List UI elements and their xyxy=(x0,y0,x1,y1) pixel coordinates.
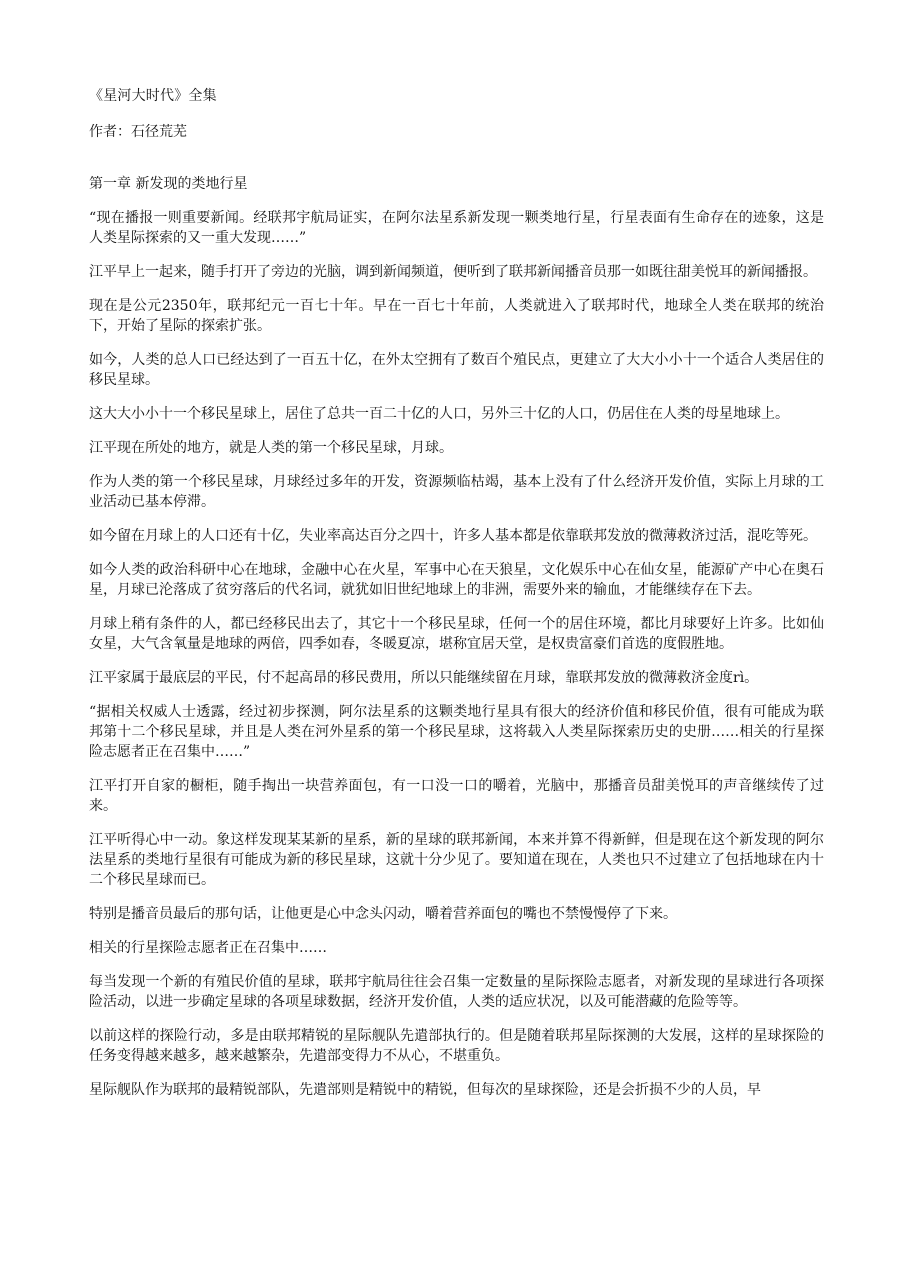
paragraph: 江平家属于最底层的平民，付不起高昂的移民费用，所以只能继续留在月球，靠联邦发放的微薄救济金度rì。 xyxy=(89,670,759,686)
paragraph: 如今人类的政治科研中心在地球，金融中心在火星，军事中心在天狼星，文化娱乐中心在仙女星，能源矿产中心在奥石星，月球已沦落成了贫穷落后的代名词，就犹如旧世纪地球上的非洲，需要外来的输血，才能继续存在下去。 xyxy=(89,562,824,598)
paragraph: 特别是播音员最后的那句话，让他更是心中念头闪动，嚼着营养面包的嘴也不禁慢慢停了下来。 xyxy=(89,906,677,922)
paragraph: 江平打开自家的橱柜，随手掏出一块营养面包，有一口没一口的嚼着，光脑中，那播音员甜美悦耳的声音继续传了过来。 xyxy=(89,778,824,814)
paragraph: 作为人类的第一个移民星球，月球经过多年的开发，资源频临枯竭，基本上没有了什么经济开发价值，实际上月球的工业活动已基本停滞。 xyxy=(89,474,824,510)
paragraph: 江平现在所处的地方，就是人类的第一个移民星球，月球。 xyxy=(89,440,453,456)
paragraph: 星际舰队作为联邦的最精锐部队，先遣部则是精锐中的精锐，但每次的星球探险，还是会折损不少的人员，早 xyxy=(89,1082,761,1098)
paragraph: “据相关权威人士透露，经过初步探测，阿尔法星系的这颗类地行星具有很大的经济价值和移民价值，很有可能成为联邦第十二个移民星球，并且是人类在河外星系的第一个移民星球，这将载入人类星际探索历史的史册……相关的行星探险志愿者正在召集中……” xyxy=(89,704,824,760)
paragraph: 相关的行星探险志愿者正在召集中…… xyxy=(89,940,327,956)
paragraph: “现在播报一则重要新闻。经联邦宇航局证实，在阿尔法星系新发现一颗类地行星，行星表面有生命存在的迹象，这是人类星际探索的又一重大发现……” xyxy=(89,210,824,246)
book-title: 《星河大时代》全集 xyxy=(89,88,217,104)
paragraph: 每当发现一个新的有殖民价值的星球，联邦宇航局往往会召集一定数量的星际探险志愿者，对新发现的星球进行各项探险活动，以进一步确定星球的各项星球数据，经济开发价值，人类的适应状况，以及可能潜藏的危险等等。 xyxy=(89,974,824,1010)
paragraph: 如今，人类的总人口已经达到了一百五十亿，在外太空拥有了数百个殖民点，更建立了大大小小十一个适合人类居住的移民星球。 xyxy=(89,352,824,388)
paragraph: 江平听得心中一动。象这样发现某某新的星系，新的星球的联邦新闻，本来并算不得新鲜，但是现在这个新发现的阿尔法星系的类地行星很有可能成为新的移民星球，这就十分少见了。要知道在现在，人类也只不过建立了包括地球在内十二个移民星球而已。 xyxy=(89,832,824,888)
paragraph: 这大大小小十一个移民星球上，居住了总共一百二十亿的人口，另外三十亿的人口，仍居住在人类的母星地球上。 xyxy=(89,406,789,422)
paragraph: 如今留在月球上的人口还有十亿，失业率高达百分之四十，许多人基本都是依靠联邦发放的微薄救济过活，混吃等死。 xyxy=(89,528,817,544)
paragraph: 月球上稍有条件的人，都已经移民出去了，其它十一个移民星球，任何一个的居住环境，都比月球要好上许多。比如仙女星，大气含氧量是地球的两倍，四季如春，冬暖夏凉，堪称宜居天堂，是权贵富豪们首选的度假胜地。 xyxy=(89,616,824,652)
paragraph: 江平早上一起来，随手打开了旁边的光脑，调到新闻频道，便听到了联邦新闻播音员那一如既往甜美悦耳的新闻播报。 xyxy=(89,264,817,280)
chapter-heading: 第一章 新发现的类地行星 xyxy=(89,176,248,192)
document-page xyxy=(89,86,824,1114)
paragraph: 以前这样的探险行动，多是由联邦精锐的星际舰队先遣部执行的。但是随着联邦星际探测的大发展，这样的星球探险的任务变得越来越多，越来越繁杂，先遣部变得力不从心，不堪重负。 xyxy=(89,1028,824,1064)
book-author: 作者：石径荒芜 xyxy=(89,124,187,140)
paragraph: 现在是公元2350年，联邦纪元一百七十年。早在一百七十年前，人类就进入了联邦时代，地球全人类在联邦的统治下，开始了星际的探索扩张。 xyxy=(89,298,824,334)
